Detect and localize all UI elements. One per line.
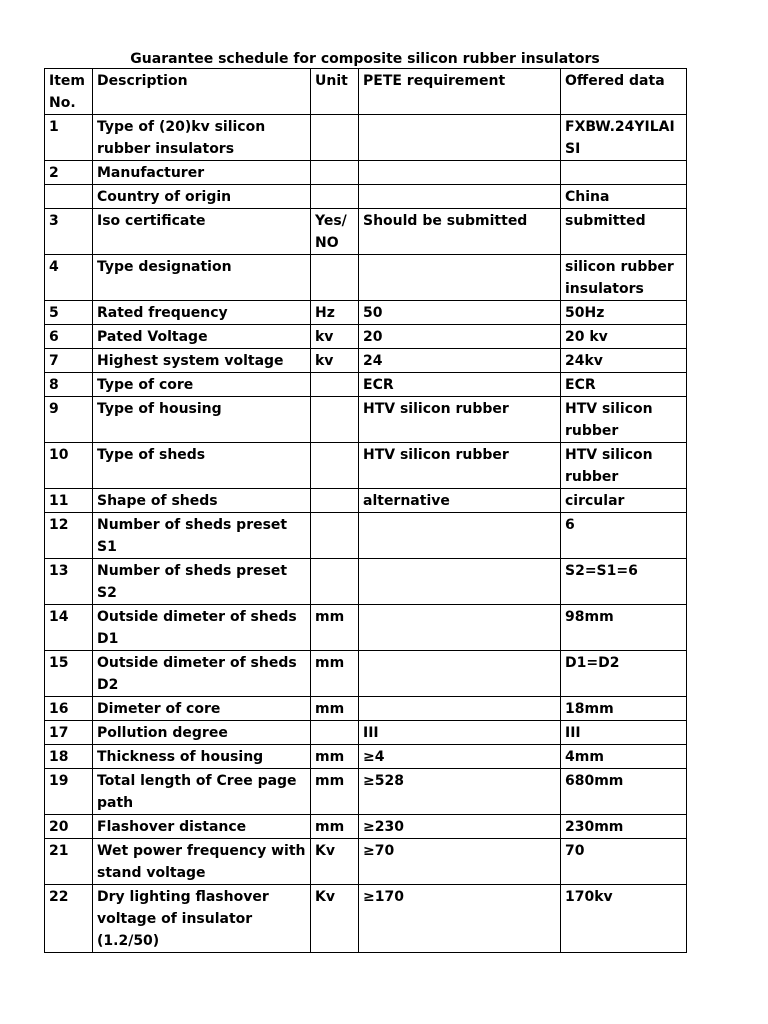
table-row xyxy=(45,255,687,301)
cell-pete-requirement xyxy=(359,161,561,185)
cell-item-no: 1 xyxy=(45,115,93,161)
cell-unit xyxy=(311,161,359,185)
cell-description: Outside dimeter of sheds D2 xyxy=(93,651,311,697)
cell-pete-requirement: alternative xyxy=(359,489,561,513)
cell-description: Pated Voltage xyxy=(93,325,311,349)
cell-unit xyxy=(311,397,359,443)
table-row xyxy=(45,651,687,697)
cell-description: Iso certificate xyxy=(93,209,311,255)
cell-pete-requirement xyxy=(359,115,561,161)
cell-item-no: 16 xyxy=(45,697,93,721)
cell-offered-data: ECR xyxy=(561,373,687,397)
cell-pete-requirement: III xyxy=(359,721,561,745)
table-row xyxy=(45,745,687,769)
cell-item-no: 15 xyxy=(45,651,93,697)
table-header-row xyxy=(45,69,687,115)
cell-description: Type of core xyxy=(93,373,311,397)
cell-offered-data: circular xyxy=(561,489,687,513)
cell-offered-data: FXBW.24YILAI SI xyxy=(561,115,687,161)
cell-description: Rated frequency xyxy=(93,301,311,325)
cell-description: Thickness of housing xyxy=(93,745,311,769)
cell-description: Pollution degree xyxy=(93,721,311,745)
cell-offered-data: 18mm xyxy=(561,697,687,721)
cell-offered-data: 6 xyxy=(561,513,687,559)
cell-description: Country of origin xyxy=(93,185,311,209)
header-unit: Unit xyxy=(311,69,359,115)
cell-pete-requirement: ECR xyxy=(359,373,561,397)
cell-description: Flashover distance xyxy=(93,815,311,839)
cell-pete-requirement xyxy=(359,697,561,721)
cell-offered-data: silicon rubber insulators xyxy=(561,255,687,301)
table-row xyxy=(45,559,687,605)
cell-offered-data: S2=S1=6 xyxy=(561,559,687,605)
cell-item-no: 2 xyxy=(45,161,93,185)
cell-description: Total length of Cree page path xyxy=(93,769,311,815)
cell-pete-requirement: ≥528 xyxy=(359,769,561,815)
cell-unit xyxy=(311,443,359,489)
cell-item-no: 5 xyxy=(45,301,93,325)
cell-offered-data: submitted xyxy=(561,209,687,255)
cell-offered-data: 70 xyxy=(561,839,687,885)
cell-description: Number of sheds preset S1 xyxy=(93,513,311,559)
table-row xyxy=(45,373,687,397)
cell-pete-requirement: HTV silicon rubber xyxy=(359,397,561,443)
table-row xyxy=(45,443,687,489)
cell-description: Shape of sheds xyxy=(93,489,311,513)
cell-unit: Yes/ NO xyxy=(311,209,359,255)
cell-pete-requirement: ≥230 xyxy=(359,815,561,839)
cell-description: Type of sheds xyxy=(93,443,311,489)
cell-item-no: 13 xyxy=(45,559,93,605)
cell-unit xyxy=(311,255,359,301)
cell-pete-requirement: ≥70 xyxy=(359,839,561,885)
cell-unit xyxy=(311,115,359,161)
cell-offered-data: 230mm xyxy=(561,815,687,839)
table-row xyxy=(45,769,687,815)
cell-unit: mm xyxy=(311,651,359,697)
cell-unit: mm xyxy=(311,697,359,721)
table-row xyxy=(45,209,687,255)
cell-pete-requirement xyxy=(359,513,561,559)
cell-unit: mm xyxy=(311,605,359,651)
cell-description: Number of sheds preset S2 xyxy=(93,559,311,605)
cell-unit: mm xyxy=(311,769,359,815)
cell-item-no: 10 xyxy=(45,443,93,489)
cell-unit xyxy=(311,721,359,745)
table-row xyxy=(45,301,687,325)
table-row xyxy=(45,697,687,721)
table-row xyxy=(45,815,687,839)
cell-unit xyxy=(311,185,359,209)
cell-pete-requirement xyxy=(359,185,561,209)
table-row xyxy=(45,349,687,373)
cell-description: Type of housing xyxy=(93,397,311,443)
cell-item-no: 22 xyxy=(45,885,93,953)
cell-item-no: 20 xyxy=(45,815,93,839)
cell-description: Outside dimeter of sheds D1 xyxy=(93,605,311,651)
cell-unit: Kv xyxy=(311,839,359,885)
cell-pete-requirement xyxy=(359,559,561,605)
cell-pete-requirement: Should be submitted xyxy=(359,209,561,255)
document-title: Guarantee schedule for composite silicon rubber insulators xyxy=(130,51,600,67)
cell-offered-data: 4mm xyxy=(561,745,687,769)
cell-offered-data: 170kv xyxy=(561,885,687,953)
cell-offered-data: 680mm xyxy=(561,769,687,815)
cell-item-no: 18 xyxy=(45,745,93,769)
guarantee-schedule-table xyxy=(44,68,687,953)
cell-pete-requirement: 50 xyxy=(359,301,561,325)
cell-item-no: 17 xyxy=(45,721,93,745)
cell-offered-data: III xyxy=(561,721,687,745)
header-pete-requirement: PETE requirement xyxy=(359,69,561,115)
cell-item-no: 12 xyxy=(45,513,93,559)
table-row xyxy=(45,513,687,559)
table-row xyxy=(45,325,687,349)
cell-unit xyxy=(311,559,359,605)
cell-item-no: 6 xyxy=(45,325,93,349)
cell-offered-data xyxy=(561,161,687,185)
header-item-no: Item No. xyxy=(45,69,93,115)
cell-unit: mm xyxy=(311,815,359,839)
table-row xyxy=(45,721,687,745)
table-row xyxy=(45,185,687,209)
cell-unit: Hz xyxy=(311,301,359,325)
cell-unit: kv xyxy=(311,349,359,373)
cell-pete-requirement: 20 xyxy=(359,325,561,349)
cell-offered-data: China xyxy=(561,185,687,209)
cell-description: Wet power frequency with stand voltage xyxy=(93,839,311,885)
cell-unit xyxy=(311,489,359,513)
cell-description: Type of (20)kv silicon rubber insulators xyxy=(93,115,311,161)
table-row xyxy=(45,161,687,185)
cell-offered-data: 50Hz xyxy=(561,301,687,325)
cell-offered-data: HTV silicon rubber xyxy=(561,443,687,489)
cell-pete-requirement: 24 xyxy=(359,349,561,373)
cell-offered-data: 98mm xyxy=(561,605,687,651)
header-offered-data: Offered data xyxy=(561,69,687,115)
table-row xyxy=(45,115,687,161)
cell-pete-requirement xyxy=(359,605,561,651)
cell-item-no xyxy=(45,185,93,209)
cell-unit xyxy=(311,373,359,397)
cell-unit: kv xyxy=(311,325,359,349)
cell-item-no: 9 xyxy=(45,397,93,443)
cell-unit: Kv xyxy=(311,885,359,953)
table-row xyxy=(45,397,687,443)
cell-item-no: 8 xyxy=(45,373,93,397)
cell-offered-data: 24kv xyxy=(561,349,687,373)
cell-unit xyxy=(311,513,359,559)
table-row xyxy=(45,605,687,651)
cell-description: Dimeter of core xyxy=(93,697,311,721)
cell-item-no: 4 xyxy=(45,255,93,301)
cell-item-no: 7 xyxy=(45,349,93,373)
cell-description: Highest system voltage xyxy=(93,349,311,373)
cell-description: Type designation xyxy=(93,255,311,301)
cell-unit: mm xyxy=(311,745,359,769)
cell-item-no: 3 xyxy=(45,209,93,255)
cell-pete-requirement xyxy=(359,651,561,697)
header-description: Description xyxy=(93,69,311,115)
table-row xyxy=(45,489,687,513)
cell-offered-data: 20 kv xyxy=(561,325,687,349)
cell-item-no: 21 xyxy=(45,839,93,885)
table-row xyxy=(45,885,687,953)
cell-pete-requirement: HTV silicon rubber xyxy=(359,443,561,489)
cell-description: Dry lighting flashover voltage of insulator (1.2/50) xyxy=(93,885,311,953)
table-row xyxy=(45,839,687,885)
cell-pete-requirement: ≥170 xyxy=(359,885,561,953)
cell-offered-data: D1=D2 xyxy=(561,651,687,697)
cell-pete-requirement: ≥4 xyxy=(359,745,561,769)
cell-offered-data: HTV silicon rubber xyxy=(561,397,687,443)
cell-item-no: 14 xyxy=(45,605,93,651)
cell-item-no: 11 xyxy=(45,489,93,513)
cell-pete-requirement xyxy=(359,255,561,301)
cell-description: Manufacturer xyxy=(93,161,311,185)
cell-item-no: 19 xyxy=(45,769,93,815)
